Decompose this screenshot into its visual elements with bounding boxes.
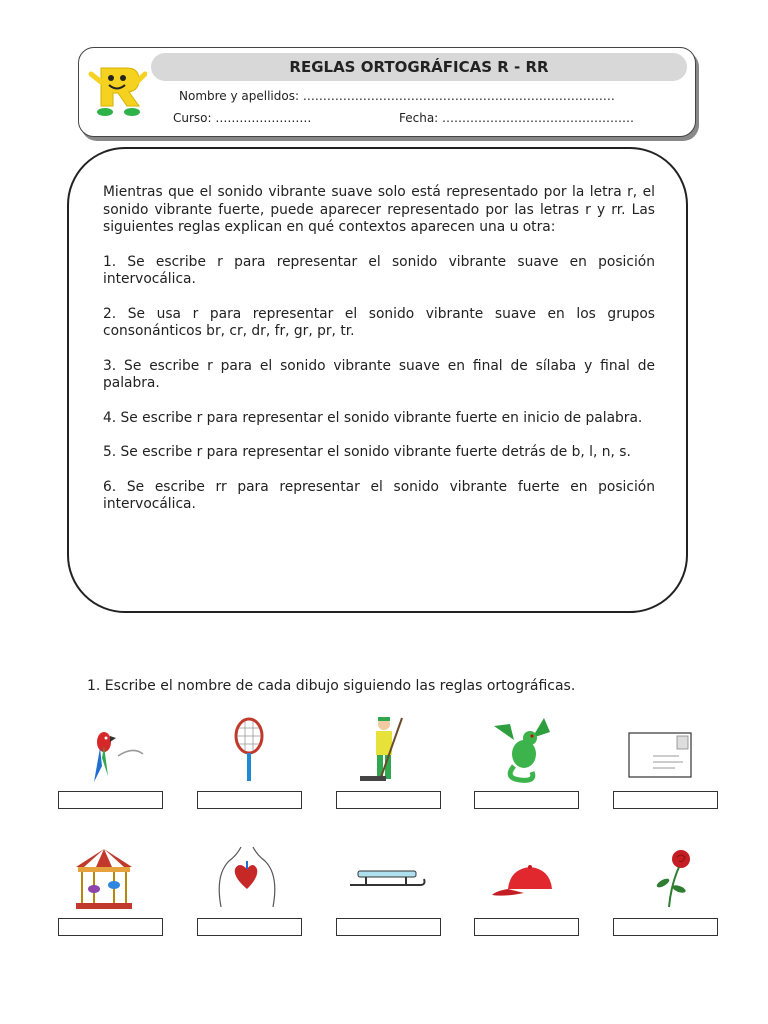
answer-box[interactable] bbox=[58, 791, 163, 809]
heart-icon bbox=[197, 845, 304, 917]
answer-box[interactable] bbox=[197, 918, 302, 936]
name-field[interactable]: Nombre y apellidos: …………………………………………………………………… bbox=[179, 89, 615, 103]
answer-box[interactable] bbox=[336, 791, 441, 809]
rules-intro: Mientras que el sonido vibrante suave solo está representado por la letra r, el sonido vibrante fuerte, puede aparecer representado por las letras r y rr. Las siguientes reglas explican en qué contextos aparecen una u otra: bbox=[103, 184, 655, 235]
exercise-instruction: 1. Escribe el nombre de cada dibujo siguiendo las reglas ortográficas. bbox=[87, 678, 576, 694]
rule-6: 6. Se escribe rr para representar el sonido vibrante fuerte en posición intervocálica. bbox=[103, 478, 655, 512]
sweeper-icon bbox=[336, 716, 443, 788]
sled-icon bbox=[336, 845, 443, 917]
answer-box[interactable] bbox=[474, 791, 579, 809]
parrot-icon bbox=[58, 716, 165, 788]
carousel-icon bbox=[58, 845, 165, 917]
answer-box[interactable] bbox=[197, 791, 302, 809]
answer-box[interactable] bbox=[613, 918, 718, 936]
racket-icon bbox=[197, 716, 304, 788]
date-field[interactable]: Fecha: ………………………………………… bbox=[399, 111, 635, 125]
rules-box bbox=[67, 147, 688, 613]
course-field[interactable]: Curso: …………………… bbox=[173, 111, 312, 125]
rule-1: 1. Se escribe r para representar el sonido vibrante suave en posición intervocálica. bbox=[103, 253, 655, 287]
answer-box[interactable] bbox=[58, 918, 163, 936]
rule-5: 5. Se escribe r para representar el sonido vibrante fuerte detrás de b, l, n, s. bbox=[103, 444, 631, 460]
rule-3: 3. Se escribe r para el sonido vibrante suave en final de sílaba y final de palabra. bbox=[103, 357, 655, 391]
answer-box[interactable] bbox=[336, 918, 441, 936]
letter-r-mascot-icon bbox=[87, 62, 147, 118]
title-bar bbox=[151, 53, 687, 81]
rule-2: 2. Se usa r para representar el sonido vibrante suave en los grupos consonánticos br, cr, dr, fr, gr, pr, tr. bbox=[103, 305, 655, 339]
page-title: REGLAS ORTOGRÁFICAS R - RR bbox=[289, 58, 549, 76]
answer-box[interactable] bbox=[474, 918, 579, 936]
rule-4: 4. Se escribe r para representar el sonido vibrante fuerte en inicio de palabra. bbox=[103, 409, 643, 426]
rose-icon bbox=[613, 845, 720, 917]
letter-icon bbox=[613, 716, 720, 788]
cap-icon bbox=[474, 845, 581, 917]
answer-box[interactable] bbox=[613, 791, 718, 809]
dragon-icon bbox=[474, 716, 581, 788]
worksheet-header bbox=[78, 47, 696, 137]
